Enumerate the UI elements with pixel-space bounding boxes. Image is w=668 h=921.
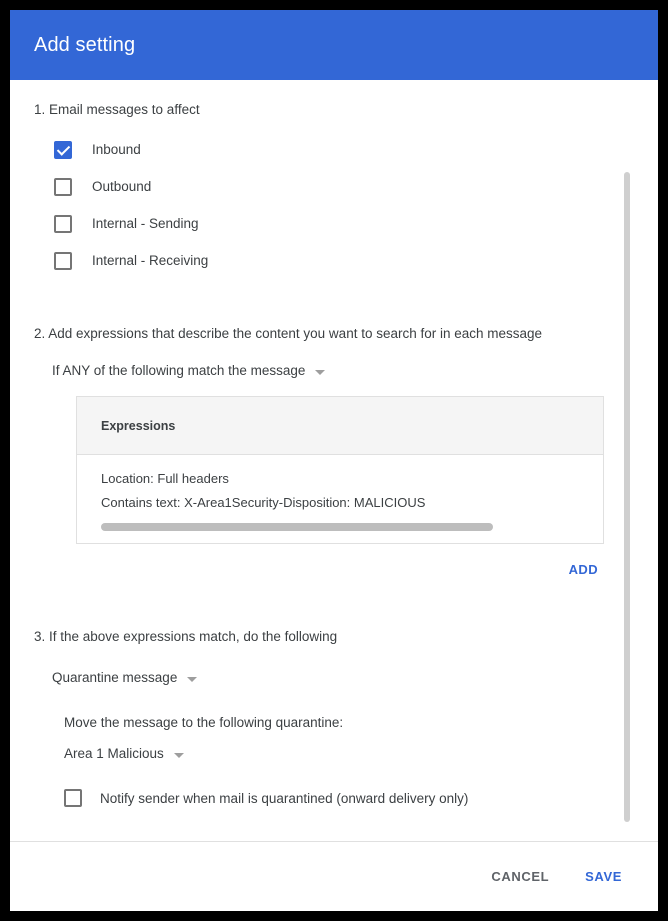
checkbox-internal-sending[interactable] [54,215,72,233]
checkbox-label-internal-receiving: Internal - Receiving [92,253,209,268]
expressions-table-body [77,455,603,543]
quarantine-select-value: Area 1 Malicious [64,746,164,761]
expressions-table-wrapper [76,396,604,581]
body-bottom-spacer [34,807,634,841]
chevron-down-icon [315,370,325,375]
match-type-dropdown-value: If ANY of the following match the message [52,363,306,378]
checkbox-internal-receiving[interactable] [54,252,72,270]
dialog-scrollbar-track[interactable] [626,80,632,841]
checkbox-label-notify-sender: Notify sender when mail is quarantined (onward delivery only) [100,790,469,806]
dialog-footer [10,841,658,911]
step2-label: 2. Add expressions that describe the content you want to search for in each message [34,326,543,341]
save-button[interactable]: SAVE [585,869,622,884]
table-row[interactable]: Contains text: X-Area1Security-Disposition: MALICIOUS [101,495,426,510]
chevron-down-icon [187,677,197,682]
checkbox-label-internal-sending: Internal - Sending [92,216,199,231]
checkbox-notify-sender[interactable] [64,789,82,807]
dialog-scrollbar-thumb[interactable] [624,172,630,822]
quarantine-instruction-label: Move the message to the following quarantine: [64,715,344,730]
expressions-table-header [77,397,603,455]
table-row[interactable]: Location: Full headers [101,471,229,486]
step3-label: 3. If the above expressions match, do the following [34,629,338,644]
action-dropdown-value: Quarantine message [52,670,178,685]
dialog-body [10,80,658,841]
expressions-column-header: Expressions [101,418,176,433]
add-expression-button[interactable]: ADD [568,562,598,577]
dialog-scroll-area [34,80,634,841]
quarantine-select-dropdown[interactable] [64,746,184,761]
checkbox-label-inbound: Inbound [92,142,141,157]
cancel-button[interactable]: CANCEL [491,869,550,884]
expressions-table [76,396,604,544]
checkbox-row-inbound[interactable] [34,131,634,168]
checkbox-inbound[interactable] [54,141,72,159]
checkbox-label-outbound: Outbound [92,179,152,194]
checkbox-outbound[interactable] [54,178,72,196]
step1-label: 1. Email messages to affect [34,102,200,117]
dialog-header [10,10,658,80]
chevron-down-icon [174,753,184,758]
message-direction-checkbox-group [34,131,634,279]
checkbox-row-outbound[interactable] [34,168,634,205]
expressions-horizontal-scrollbar[interactable] [101,523,579,531]
expressions-scrollbar-thumb[interactable] [101,523,493,531]
add-setting-dialog [10,10,658,911]
action-dropdown[interactable] [52,670,197,685]
add-expression-row [76,558,604,581]
checkbox-row-internal-receiving[interactable] [34,242,634,279]
checkbox-row-notify-sender[interactable] [64,789,634,807]
page-title: Add setting [34,33,136,56]
checkbox-row-internal-sending[interactable] [34,205,634,242]
match-type-dropdown[interactable] [52,363,325,378]
